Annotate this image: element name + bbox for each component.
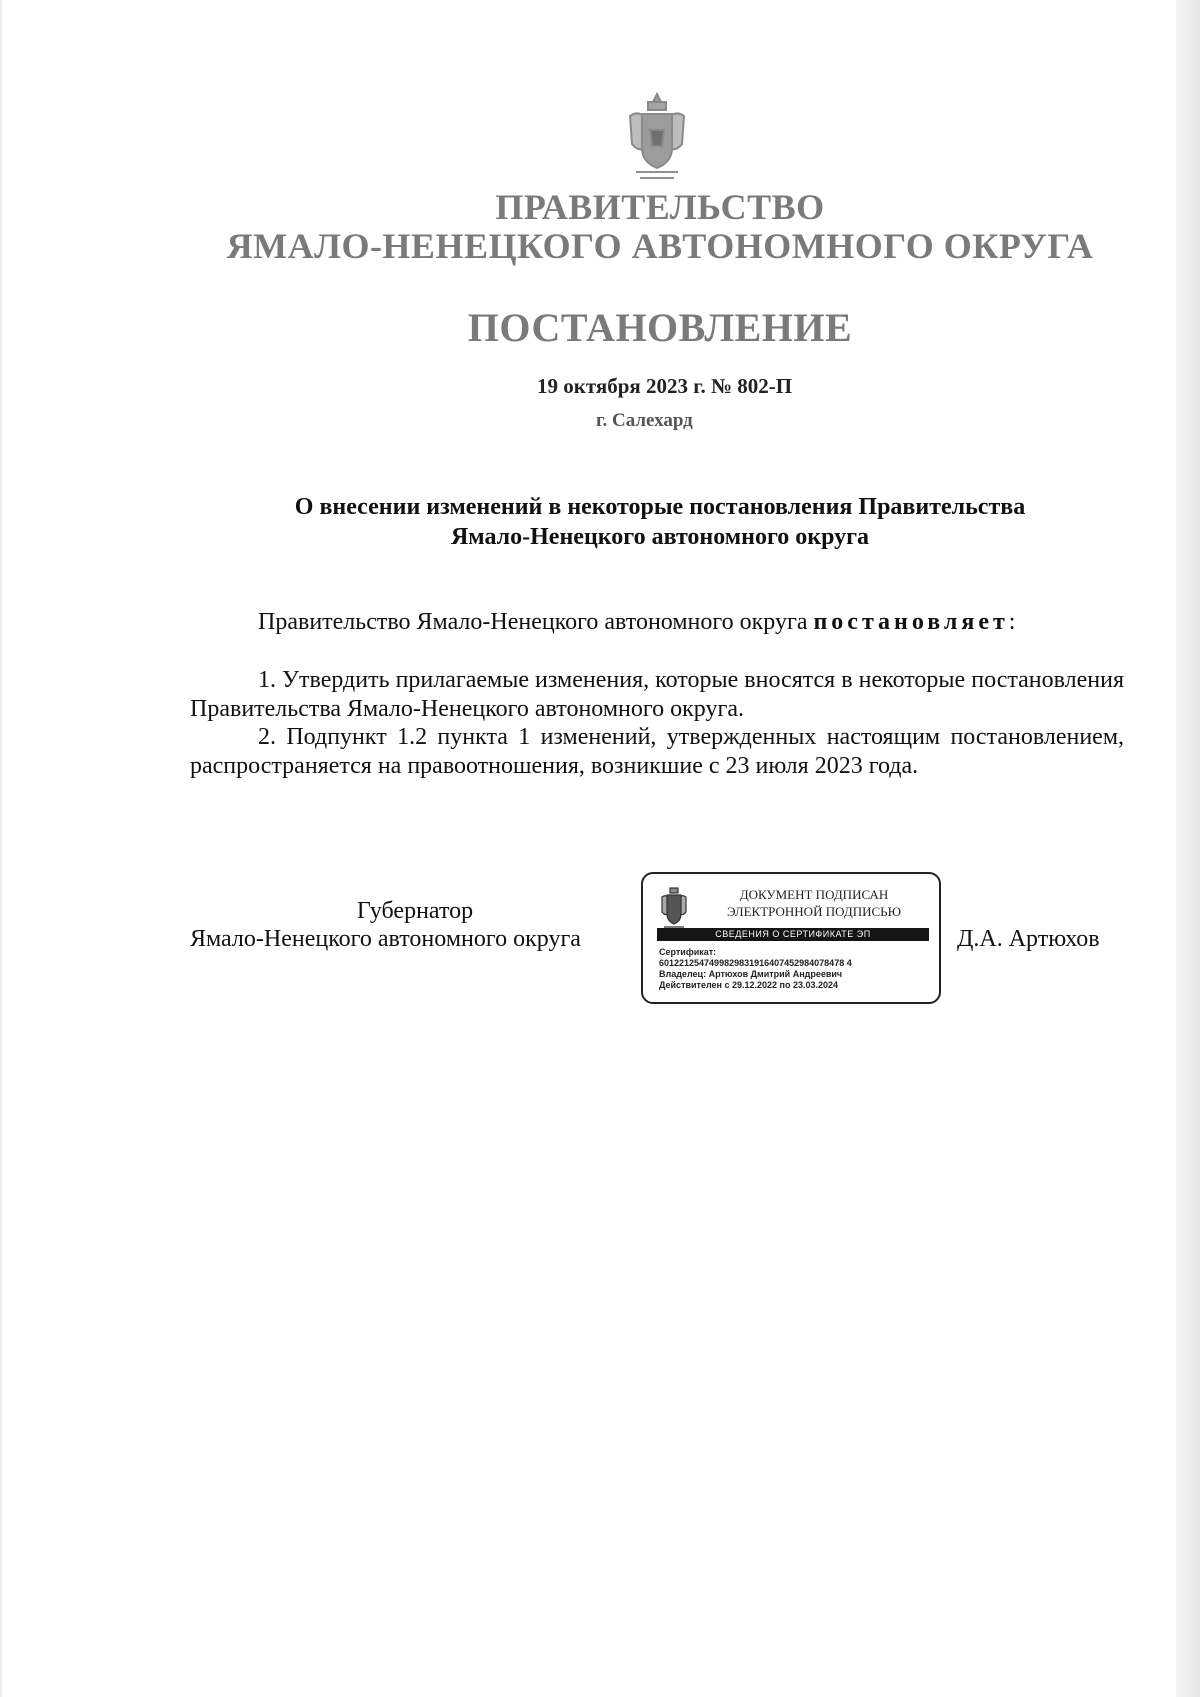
date-and-number: 19 октября 2023 г. № 802-П <box>537 374 793 398</box>
signatory-position: Губернатор <box>356 898 474 924</box>
document-type: ПОСТАНОВЛЕНИЕ <box>467 305 853 350</box>
coat-of-arms-icon <box>657 886 691 932</box>
title-line-1: О внесении изменений в некоторые постановления Правительства <box>294 494 1026 520</box>
paragraph-2: 2. Подпункт 1.2 пункта 1 изменений, утвержденных настоящим постановлением, распространяется на правоотношения, возникшие с 23 июля 2023 года. <box>190 724 1124 779</box>
signatory-organization: Ямало-Ненецкого автономного округа <box>190 926 581 952</box>
coat-of-arms-icon <box>618 90 696 185</box>
title-line-2: Ямало-Ненецкого автономного округа <box>450 524 870 550</box>
city: г. Салехард <box>596 410 693 431</box>
certificate-number: 6012212547499829831916407452984078478 4 <box>659 958 852 968</box>
preamble-lead: Правительство Ямало-Ненецкого автономного округа <box>258 609 814 635</box>
preamble <box>190 608 1124 637</box>
certificate-label: Сертификат: <box>659 947 717 957</box>
signatory-name: Д.А. Артюхов <box>957 926 1100 952</box>
certificate-validity: Действителен с 29.12.2022 по 23.03.2024 <box>659 980 839 990</box>
document-title <box>190 492 1130 552</box>
preamble-tail: : <box>1008 609 1016 635</box>
stamp-heading <box>699 886 929 920</box>
paragraph-1: 1. Утвердить прилагаемые изменения, которые вносятся в некоторые постановления Правительства Ямало-Ненецкого автономного округа. <box>190 667 1124 722</box>
preamble-verb: постановляет <box>813 609 1009 635</box>
stamp-certificate-info <box>659 947 935 991</box>
electronic-signature-stamp <box>641 872 941 1004</box>
org-name-line-1: ПРАВИТЕЛЬСТВО <box>495 187 825 227</box>
org-name-line-2: ЯМАЛО-НЕНЕЦКОГО АВТОНОМНОГО ОКРУГА <box>226 226 1094 266</box>
stamp-heading-line-1: ДОКУМЕНТ ПОДПИСАН <box>739 887 889 902</box>
stamp-certificate-bar: СВЕДЕНИЯ О СЕРТИФИКАТЕ ЭП <box>657 928 929 941</box>
certificate-owner: Владелец: Артюхов Дмитрий Андреевич <box>659 969 843 979</box>
stamp-heading-line-2: ЭЛЕКТРОННОЙ ПОДПИСЬЮ <box>727 904 901 919</box>
